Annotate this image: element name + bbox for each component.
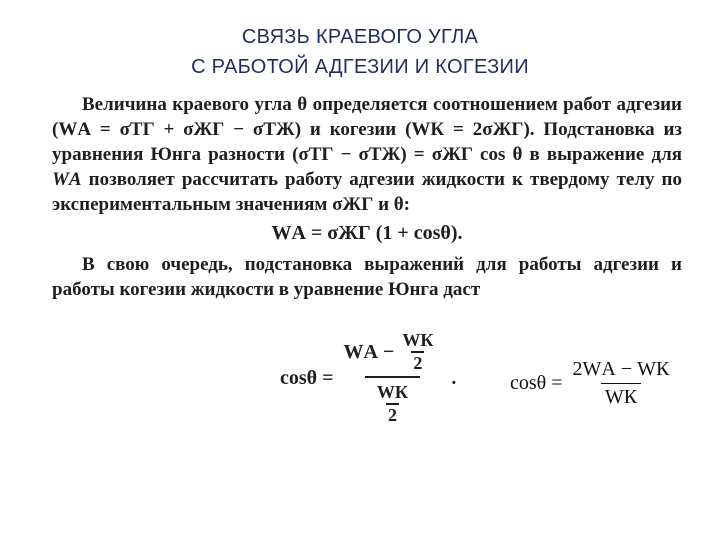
title-line-1: СВЯЗЬ КРАЕВОГО УГЛА bbox=[241, 26, 479, 48]
scanned-text-block bbox=[52, 92, 682, 302]
slide-title bbox=[0, 22, 720, 82]
formula-young-difference: (σТГ − σТЖ) = σЖГ cos θ bbox=[292, 144, 523, 165]
text-fragment: и когезии bbox=[309, 119, 397, 140]
title-line-2: С РАБОТОЙ АДГЕЗИИ И КОГЕЗИИ bbox=[191, 56, 529, 78]
cos-left-num-sub-top: WК bbox=[402, 330, 434, 350]
cos-left-denominator bbox=[365, 376, 420, 426]
cos-left-num-subfraction bbox=[400, 330, 435, 374]
cos-left-period: . bbox=[451, 366, 457, 389]
cos-right-fraction bbox=[569, 358, 674, 409]
cos-left-lhs: cosθ = bbox=[280, 366, 334, 389]
paragraph-1 bbox=[52, 92, 682, 217]
formula-wa-result: WА = σЖГ (1 + cosθ). bbox=[271, 222, 463, 244]
cos-left-numerator bbox=[340, 330, 446, 376]
cos-left-den-sub-top: WК bbox=[376, 382, 408, 402]
text-fragment: Величина краевого угла θ определяется соотношением работ адгезии bbox=[82, 94, 682, 115]
text-fragment: Подстановка из уравнения Юнга разности bbox=[52, 119, 683, 165]
cos-left-den-sub-bottom: 2 bbox=[387, 405, 397, 425]
cos-left-main-fraction bbox=[340, 330, 446, 426]
text-fragment: и θ: bbox=[378, 194, 411, 215]
cos-right-lhs: cosθ = bbox=[510, 372, 563, 394]
formula-sigma-zhg: σЖГ bbox=[332, 194, 374, 215]
formula-wa-definition: (WА = σТГ + σЖГ − σТЖ) bbox=[52, 119, 302, 140]
cos-right-denominator: WК bbox=[601, 383, 641, 409]
cos-left-num-sub-bottom: 2 bbox=[413, 353, 423, 373]
formula-wk-definition: (WК = 2σЖГ). bbox=[405, 119, 535, 140]
cos-formula-right bbox=[510, 358, 679, 409]
cos-left-num-a: WА − bbox=[343, 340, 395, 363]
cos-right-numerator: 2WА − WК bbox=[572, 358, 670, 380]
text-fragment: в выражение для bbox=[529, 144, 683, 165]
formula-wa-symbol: WА bbox=[52, 169, 82, 190]
text-fragment: позволяет рассчитать работу адгезии жидкости к твердому телу по экспериментальным значениям bbox=[52, 169, 682, 215]
cos-left-den-subfraction bbox=[375, 382, 410, 426]
paragraph-2: В свою очередь, подстановка выражений для работы адгезии и работы когезии жидкости в уравнение Юнга даст bbox=[52, 254, 682, 300]
cos-formula-left bbox=[280, 330, 456, 426]
